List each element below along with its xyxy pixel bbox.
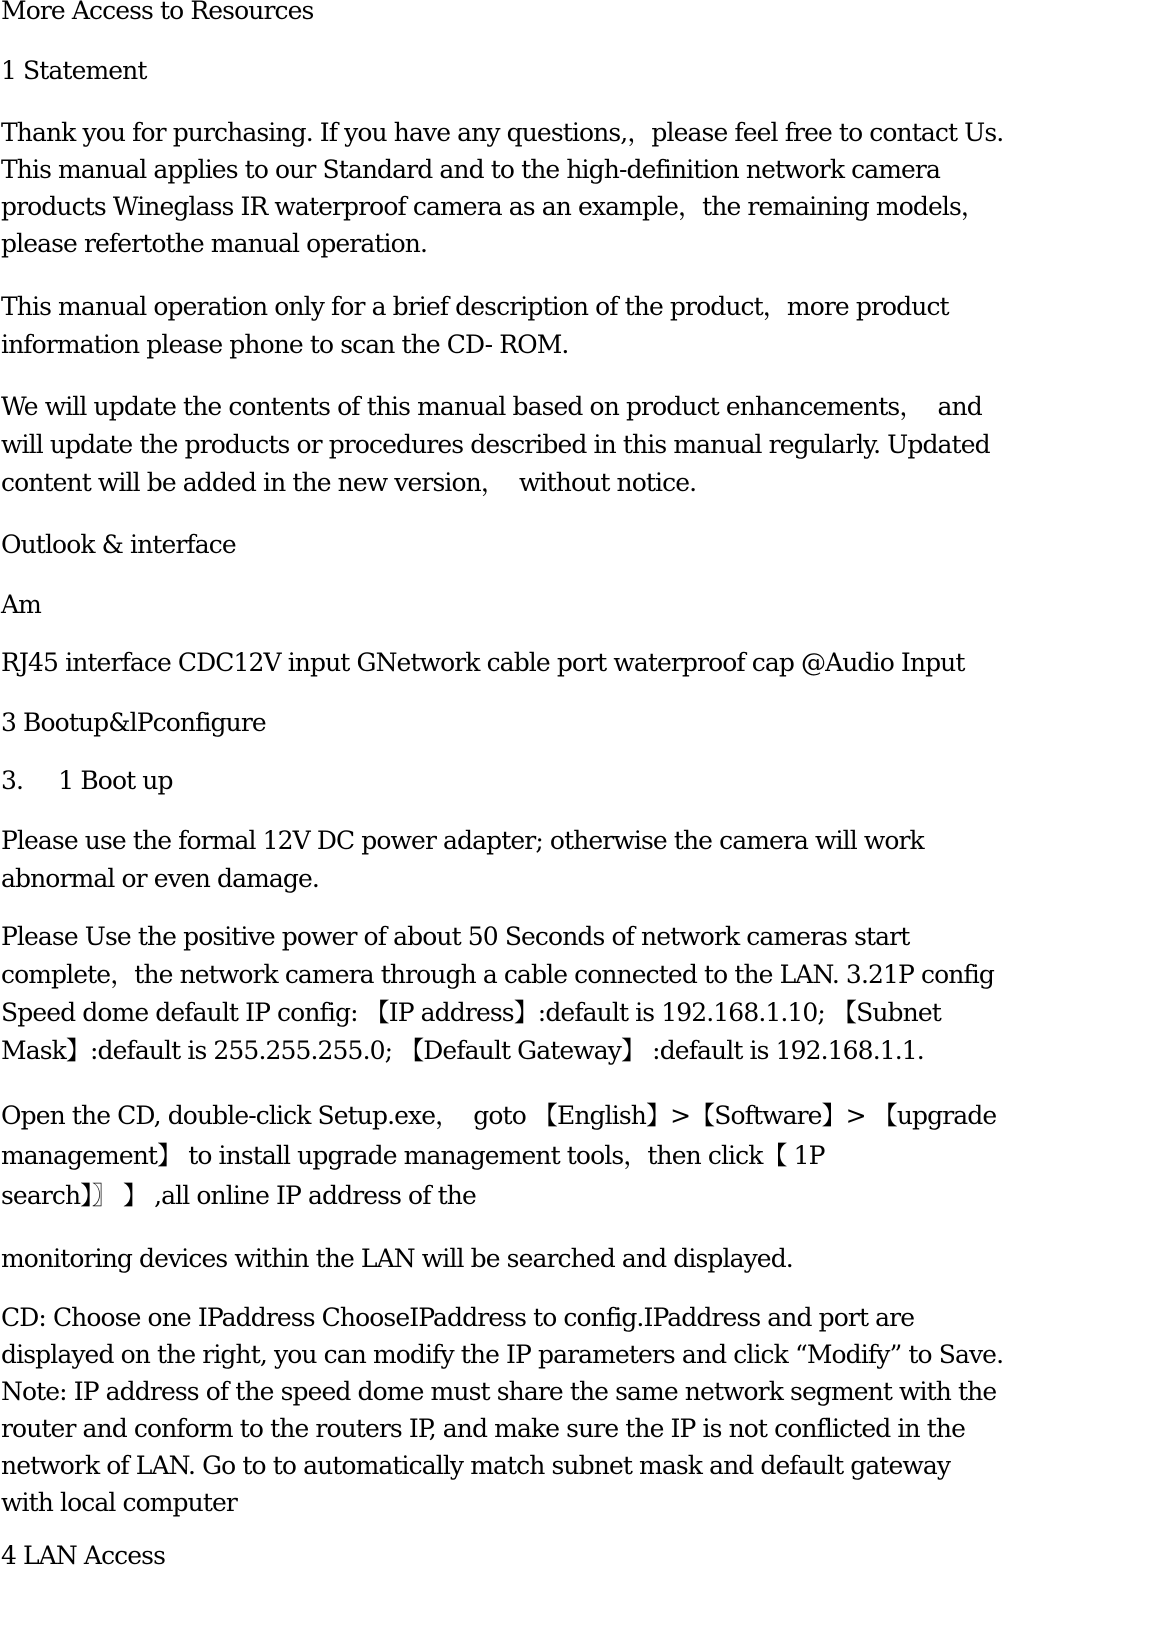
text-line: Mask】:default is 255.255.255.0; 【Default Gateway】 :default is 192.168.1.1.	[1, 1036, 924, 1065]
paragraph-brief-description	[1, 288, 1151, 364]
text-line: 3. 1 Boot up	[1, 766, 173, 795]
paragraph-thank-you	[1, 114, 1151, 262]
text-line: Please Use the positive power of about 50 Seconds of network cameras start	[1, 922, 910, 951]
text-line: abnormal or even damage.	[1, 864, 319, 893]
text-line: content will be added in the new version， without notice.	[1, 468, 697, 497]
text-line: monitoring devices within the LAN will be searched and displayed.	[1, 1244, 793, 1273]
text-line: search】〗 】 ,all online IP address of the	[1, 1181, 476, 1210]
text-line: We will update the contents of this manual based on product enhancements， and	[1, 392, 982, 421]
text-line: management】 to install upgrade management tools，then click【 1P	[1, 1141, 825, 1170]
text-line: information please phone to scan the CD- ROM.	[1, 330, 569, 359]
text-line: 1 Statement	[1, 56, 147, 85]
text-line: Please use the formal 12V DC power adapter; otherwise the camera will work	[1, 826, 924, 855]
text-line: Speed dome default IP config: 【IP address】:default is 192.168.1.10; 【Subnet	[1, 998, 941, 1027]
heading-outlook-interface	[1, 526, 1151, 564]
text-line: router and conform to the routers IP, and make sure the IP is not conflicted in the	[1, 1414, 965, 1443]
text-line: This manual operation only for a brief description of the product，more product	[1, 292, 949, 321]
text-line: RJ45 interface CDC12V input GNetwork cable port waterproof cap @Audio Input	[1, 648, 965, 677]
text-line: Open the CD, double-click Setup.exe， goto 【English】>【Software】> 【upgrade	[1, 1101, 997, 1130]
text-line: will update the products or procedures described in this manual regularly. Updated	[1, 430, 990, 459]
paragraph-monitoring-devices	[1, 1240, 1151, 1278]
paragraph-choose-ip	[1, 1299, 1151, 1521]
paragraph-update-notice	[1, 388, 1151, 502]
heading-statement	[1, 52, 1151, 90]
heading-more-access	[1, 0, 1151, 30]
text-line: Thank you for purchasing. If you have any questions,，please feel free to contact Us.	[1, 118, 1004, 147]
text-line: More Access to Resources	[1, 0, 314, 25]
text-line: please refertothe manual operation.	[1, 229, 428, 258]
text-line: products Wineglass IR waterproof camera as an example，the remaining models，	[1, 192, 986, 221]
text-line: displayed on the right, you can modify the IP parameters and click “Modify” to Save.	[1, 1340, 1004, 1369]
paragraph-power-adapter	[1, 822, 1151, 898]
heading-lan-access	[1, 1537, 1151, 1575]
text-line: network of LAN. Go to to automatically match subnet mask and default gateway	[1, 1451, 951, 1480]
heading-boot-up	[1, 762, 1151, 800]
text-am	[1, 586, 1151, 624]
text-line: Am	[1, 590, 41, 619]
text-line: This manual applies to our Standard and to the high-definition network camera	[1, 155, 940, 184]
text-line: Note: IP address of the speed dome must share the same network segment with the	[1, 1377, 997, 1406]
heading-bootup-ip-configure	[1, 704, 1151, 742]
text-interface-list	[1, 644, 1151, 682]
text-line: complete，the network camera through a cable connected to the LAN. 3.21P config	[1, 960, 994, 989]
paragraph-default-ip-config	[1, 918, 1151, 1070]
text-line: 4 LAN Access	[1, 1541, 166, 1570]
text-line: with local computer	[1, 1488, 237, 1517]
text-line: 3 Bootup&lPconfigure	[1, 708, 266, 737]
text-line: CD: Choose one IPaddress ChooseIPaddress to config.IPaddress and port are	[1, 1303, 915, 1332]
paragraph-open-cd	[1, 1096, 1151, 1216]
text-line: Outlook & interface	[1, 530, 236, 559]
